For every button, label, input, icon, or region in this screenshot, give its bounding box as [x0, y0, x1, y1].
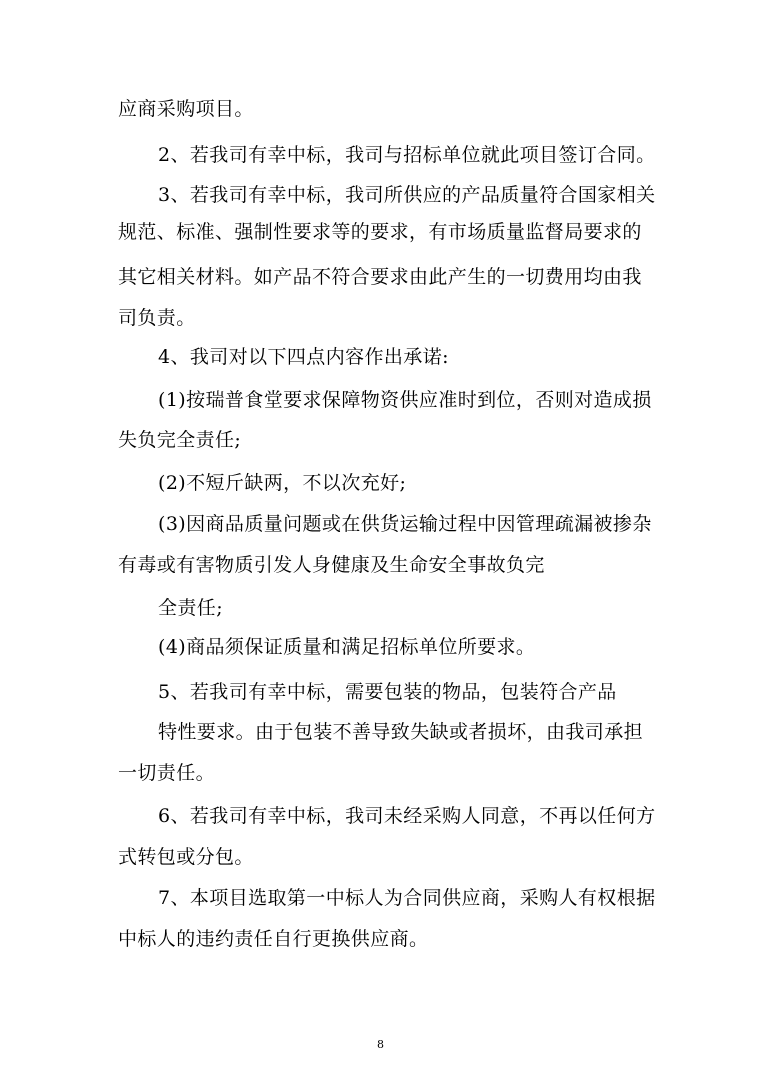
- text-line-19: 式转包或分包。: [118, 846, 254, 868]
- text-line-10: (2)不短斤缺两，不以次充好;: [158, 472, 407, 494]
- page-number: 8: [377, 1038, 384, 1051]
- text-line-3: 3、若我司有幸中标，我司所供应的产品质量符合国家相关: [158, 184, 656, 206]
- text-line-18: 6、若我司有幸中标，我司未经采购人同意，不再以任何方: [158, 805, 656, 827]
- text-line-7: 4、我司对以下四点内容作出承诺:: [158, 346, 449, 368]
- text-line-13: 全责任;: [158, 597, 224, 619]
- text-line-8: (1)按瑞普食堂要求保障物资供应准时到位，否则对造成损: [158, 389, 652, 411]
- text-line-11: (3)因商品质量问题或在供货运输过程中因管理疏漏被掺杂: [158, 513, 652, 535]
- text-line-4: 规范、标准、强制性要求等的要求，有市场质量监督局要求的: [118, 221, 642, 243]
- text-line-20: 7、本项目选取第一中标人为合同供应商，采购人有权根据: [158, 887, 656, 909]
- text-line-5: 其它相关材料。如产品不符合要求由此产生的一切费用均由我: [118, 266, 642, 288]
- text-line-15: 5、若我司有幸中标，需要包装的物品，包装符合产品: [158, 681, 617, 703]
- text-line-12: 有毒或有害物质引发人身健康及生命安全事故负完: [118, 554, 545, 576]
- text-line-17: 一切责任。: [118, 762, 216, 784]
- text-line-21: 中标人的违约责任自行更换供应商。: [118, 928, 429, 950]
- text-line-6: 司负责。: [118, 307, 196, 329]
- text-line-9: 失负完全责任;: [118, 429, 242, 451]
- text-line-16: 特性要求。由于包装不善导致失缺或者损坏，由我司承担: [158, 721, 644, 743]
- text-line-2: 2、若我司有幸中标，我司与招标单位就此项目签订合同。: [158, 144, 656, 166]
- text-line-1: 应商采购项目。: [118, 98, 254, 120]
- text-line-14: (4)商品须保证质量和满足招标单位所要求。: [158, 636, 536, 658]
